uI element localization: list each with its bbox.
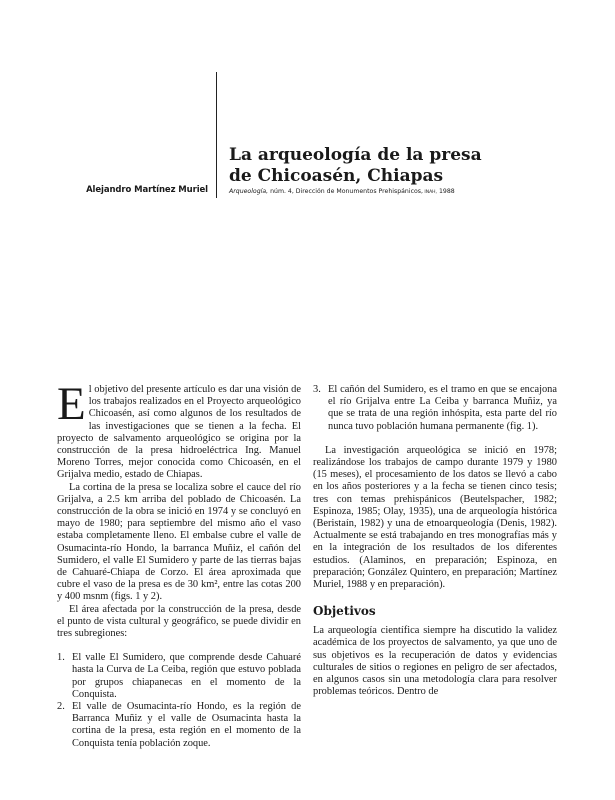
citation-journal: Arqueología,	[229, 188, 269, 195]
list-text: El valle de Osumacinta-río Hondo, es la región de Barranca Muñiz y el valle de Osumacinta hasta la cortina de la presa, esta región en el momento de la Conquista tenía población zoque.	[72, 701, 301, 749]
list-number: 3.	[313, 384, 321, 395]
text-column-left	[57, 378, 301, 750]
article-title	[229, 145, 529, 187]
author-name: Alejandro Martínez Muriel	[86, 185, 208, 195]
paragraph-5: La arqueología científica siempre ha discutido la validez académica de los proyectos de salvamento, ya que uno de sus objetivos es la recuperación de datos y evidencias culturales de sitios o regiones en peligro de ser afectados, en algunos casos sin una metodología clara para resolver problemas teóricos. Dentro de	[313, 625, 557, 698]
intro-text: l objetivo del presente artículo es dar una visión de los trabajos realizados en el Proyecto arqueológico Chicoasén, así como algunos de los resultados de las investigaciones que se tienen a la fecha. El proyecto de salvamento arqueológico se origina por la construcción de la presa hidroeléctrica Ing. Manuel Moreno Torres, mejor conocida como Chicoasén, en el Grijalva medio, estado de Chiapas.	[57, 384, 301, 481]
list-number: 2.	[57, 701, 65, 713]
intro-paragraph	[57, 378, 301, 482]
citation	[229, 188, 455, 195]
paragraph-2: La cortina de la presa se localiza sobre el cauce del río Grijalva, a 2.5 km arriba del poblado de Chicoasén. La construcción de la obra se inició en 1974 y se concluyó en mayo de 1980; para septiembre del mismo año el vaso estaba completamente lleno. El embalse cubre el valle de Osumacinta-río Hondo, la barranca Muñiz, el cañón del Sumidero, el valle El Sumidero y parte de las tierras bajas de Cahuaré-Chiapa de Corzo. El área aproximada que cubre el vaso de la presa es de 30 km², entre las cotas 200 y 400 msnm (figs. 1 y 2).	[57, 481, 301, 603]
subregion-list-continued	[313, 384, 557, 433]
title-line-2: de Chicoasén, Chiapas	[229, 166, 444, 186]
citation-year: 1988	[436, 188, 455, 195]
paragraph-3: El área afectada por la construcción de la presa, desde el punto de vista cultural y geográfico, se puede dividir en tres subregiones:	[57, 603, 301, 640]
text-column-right	[313, 384, 557, 698]
spacer	[313, 433, 557, 445]
list-item	[57, 652, 301, 701]
title-line-1: La arqueología de la presa	[229, 145, 482, 165]
list-number: 1.	[57, 652, 65, 664]
list-item	[313, 384, 557, 433]
list-text: El cañón del Sumidero, es el tramo en que se encajona el río Grijalva entre La Ceiba y barranca Muñiz, ya que se trata de una región inhóspita, esta parte del río nunca tuvo población humana permanente (fig. 1).	[328, 384, 557, 432]
spacer	[57, 640, 301, 652]
list-item	[57, 701, 301, 750]
drop-cap: E	[57, 378, 86, 430]
section-heading: Objetivos	[313, 604, 376, 619]
list-text: El valle El Sumidero, que comprende desde Cahuaré hasta la Curva de La Ceiba, región que estuvo poblada por grupos chiapanecas en el momento de la Conquista.	[72, 652, 301, 700]
subregion-list	[57, 652, 301, 750]
header-divider	[216, 72, 217, 198]
citation-details: núm. 4, Dirección de Monumentos Prehispánicos,	[268, 188, 423, 195]
paragraph-4: La investigación arqueológica se inició en 1978; realizándose los trabajos de campo durante 1979 y 1980 (15 meses), el procesamiento de los datos se llevó a cabo en los años posteriores y a la fecha se tienen cinco tesis; tres con temas prehispánicos (Beutelspacher, 1982; Espinoza, 1985; Olay, 1935), una de arqueología histórica (Beristaín, 1982) y una de etnoarqueología (Denis, 1982). Actualmente se está trabajando en tres monografías más y en la integración de los resultados de los diferentes estudios. (Alaminos, en preparación; Espinoza, en preparación; González Quintero, en preparación; Martínez Muriel, 1988 y en preparación).	[313, 444, 557, 591]
citation-inah: INAH,	[422, 190, 437, 195]
